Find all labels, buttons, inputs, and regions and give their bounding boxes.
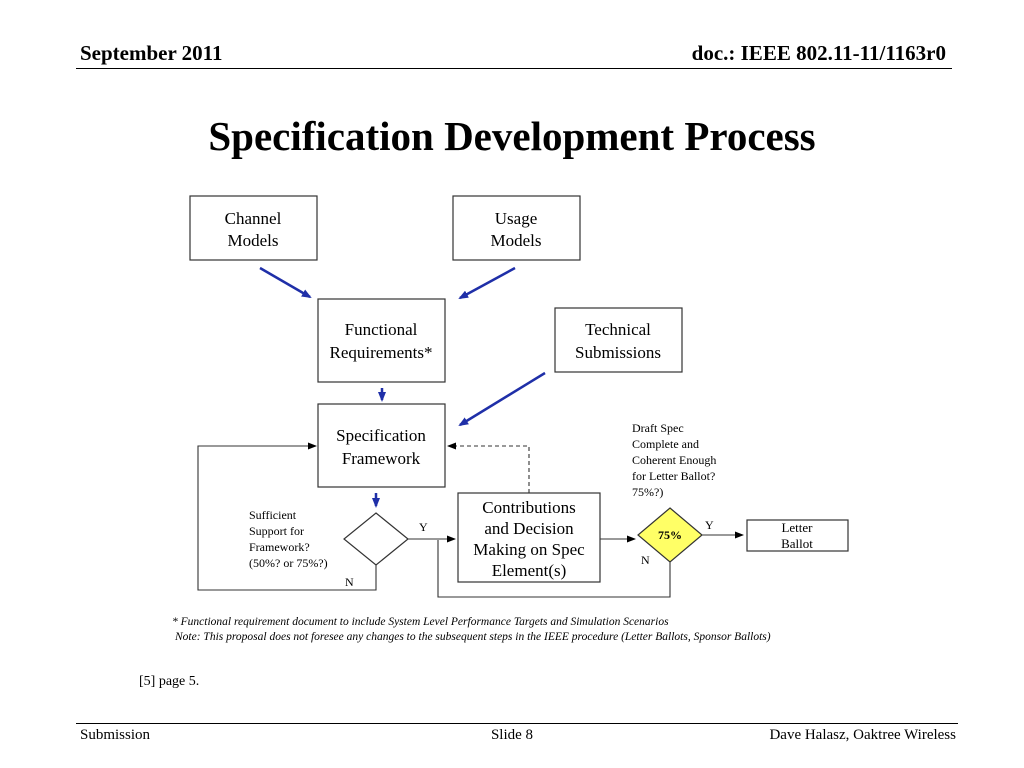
channel-models-box [190,196,317,260]
draft-question-line-3: Coherent Enough [632,453,717,467]
slide-title: Specification Development Process [208,113,816,159]
reference-text: [5] page 5. [139,674,200,689]
functional-requirements-box [318,299,445,382]
draft-question-line-1: Draft Spec [632,421,684,435]
specification-framework-line-1: Specification [336,426,426,445]
contributions-line-3: Making on Spec [473,540,585,559]
support-yes-label: Y [419,520,428,534]
footer-slide-number: Slide 8 [490,727,534,743]
footer-submission: Submission [80,727,151,743]
support-decision-diamond [344,513,408,565]
support-no-label: N [345,575,354,589]
usage-models-box [453,196,580,260]
support-question-text [249,508,328,570]
channel-models-line-1: Channel [224,209,282,228]
technical-to-framework-arrow [460,373,545,425]
channel-models-line-2: Models [227,231,279,250]
contributions-feedback-dashed-arrow [448,446,529,493]
decision-75-label: 75% [658,528,682,542]
functional-requirements-line-2: Requirements* [329,343,433,362]
contributions-box [458,493,600,582]
contributions-line-1: Contributions [482,498,576,517]
usage-to-functional-arrow [460,268,515,298]
header-doc-id: doc.: IEEE 802.11-11/1163r0 [691,41,946,65]
support-question-line-2: Support for [249,524,304,538]
specification-framework-line-2: Framework [341,449,421,468]
footer-rule [76,723,958,724]
header-date: September 2011 [80,41,223,65]
specification-framework-box [318,404,445,487]
draft-question-line-5: 75%?) [632,485,664,499]
usage-models-line-2: Models [490,231,542,250]
note-functional: * Functional requirement document to include System Level Performance Targets and Simulation Scenarios [172,616,669,628]
draft-no-label: N [641,553,650,567]
footer-author: Dave Halasz, Oaktree Wireless [769,727,956,743]
support-question-line-3: Framework? [249,540,310,554]
draft-question-line-2: Complete and [632,437,699,451]
contributions-line-2: and Decision [484,519,574,538]
usage-models-line-1: Usage [494,209,538,228]
channel-to-functional-arrow [260,268,310,297]
functional-requirements-line-1: Functional [344,320,418,339]
technical-submissions-line-1: Technical [585,320,651,339]
technical-submissions-line-2: Submissions [575,343,661,362]
contributions-line-4: Element(s) [491,561,567,580]
note-procedure: Note: This proposal does not foresee any changes to the subsequent steps in the IEEE procedure (Letter Ballots, Sponsor Ballots) [175,631,771,643]
draft-spec-question-text [632,421,716,499]
support-question-line-1: Sufficient [249,508,297,522]
draft-yes-label: Y [705,518,714,532]
draft-question-line-4: for Letter Ballot? [632,469,716,483]
letter-ballot-line-2: Ballot [781,536,813,551]
letter-ballot-line-1: Letter [781,520,813,535]
support-question-line-4: (50%? or 75%?) [249,556,328,570]
technical-submissions-box [555,308,682,372]
letter-ballot-box [747,520,848,551]
